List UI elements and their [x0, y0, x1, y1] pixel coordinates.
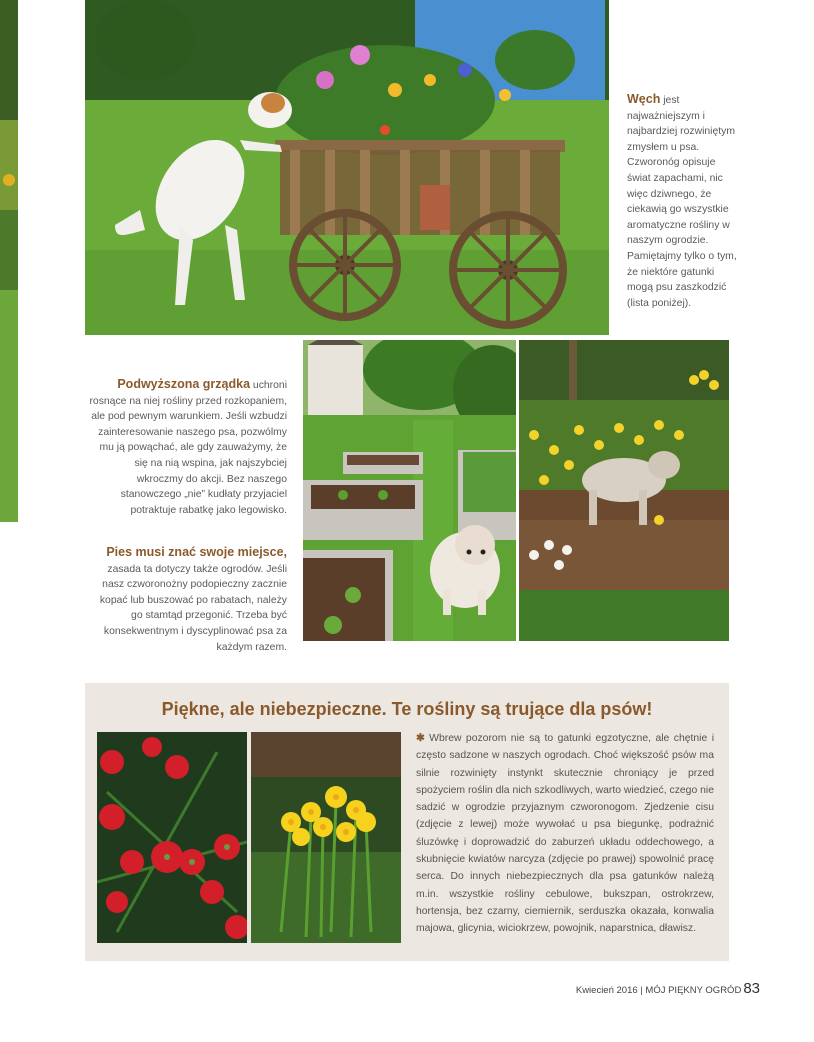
- page-footer: [560, 980, 760, 997]
- daffodils-photo: [251, 732, 401, 943]
- smell-lead: Węch: [627, 92, 661, 106]
- page-number: 83: [743, 980, 760, 997]
- bullet-star-icon: ✱: [416, 733, 425, 744]
- smell-paragraph: [627, 92, 737, 311]
- footer-separator: |: [637, 985, 646, 996]
- place-lead: Pies musi znać swoje miejsce,: [106, 545, 287, 559]
- husky-daffodils-photo: [519, 340, 729, 641]
- warning-body: [416, 730, 714, 938]
- dog-flower-cart-photo: [85, 0, 609, 335]
- yew-berries-photo: [97, 732, 247, 943]
- warning-box: [85, 683, 729, 961]
- place-body: zasada ta dotyczy także ogrodów. Jeśli nasz czworonożny podopieczny zacznie kopać lub buszować po rabatach, należy go stamtąd przegonić. Trzeba być konsekwentnym i dyscyplinować psa za każdym razem.: [99, 563, 287, 653]
- raised-beds-photo: [303, 340, 516, 641]
- edge-photo-strip: [0, 0, 18, 522]
- smell-body: jest najważniejszym i najbardziej rozwiniętym zmysłem u psa. Czworonóg opisuje świat zapachami, nic więc dziwnego, że ciekawią go wszystkie aromatyczne rośliny w naszym ogrodzie. Pamiętajmy tylko o tym, że niektóre gatunki mogą psu zaszkodzić (lista poniżej).: [627, 95, 737, 309]
- raised-bed-body: uchroni rosnące na niej rośliny przed rozkopaniem, ale pod pewnym warunkiem. Jeśli wzbudzi zainteresowanie naszego psa, pozwólmy mu ją powąchać, ale gdy zauważymy, że się na nią wspina, jak najszybciej wkroczmy do akcji. Bez naszego stanowczego „nie” kudłaty przyjaciel potraktuje rabatkę jako legowisko.: [89, 380, 287, 516]
- warning-text: Wbrew pozorom nie są to gatunki egzotyczne, ale chętnie i często sadzone w naszych ogrodach. Choć większość psów ma silnie rozwinięty instynkt skutecznie chroniący je przed spożyciem roślin dla nich szkodliwych, warto wiedzieć, czego nie sadzić w ogrodzie przyjaznym czworonogom. Zjedzenie cisu (zdjęcie z lewej) może wywołać u psa biegunkę, podrażnić śluzówkę i doprowadzić do zaburzeń układu oddechowego, a skubnięcie kwiatów narcyza (zdjęcie po prawej) spowolnić pracę serca. Do innych niebezpiecznych dla psa gatunków należą m.in. wszystkie rośliny cebulowe, bukszpan, ostrokrzew, hortensja, bez czarny, ciemiernik, serduszka okazała, konwalia majowa, glicynia, wiciokrzew, powojnik, naparstnica, dławisz.: [416, 733, 714, 935]
- warning-title: Piękne, ale niebezpieczne. Te rośliny są trujące dla psów!: [161, 699, 653, 719]
- footer-magazine: MÓJ PIĘKNY OGRÓD: [645, 985, 742, 996]
- raised-bed-lead: Podwyższona grządka: [117, 377, 251, 391]
- raised-bed-paragraph: [86, 377, 287, 518]
- place-paragraph: [86, 545, 287, 655]
- footer-issue: Kwiecień 2016: [575, 985, 638, 996]
